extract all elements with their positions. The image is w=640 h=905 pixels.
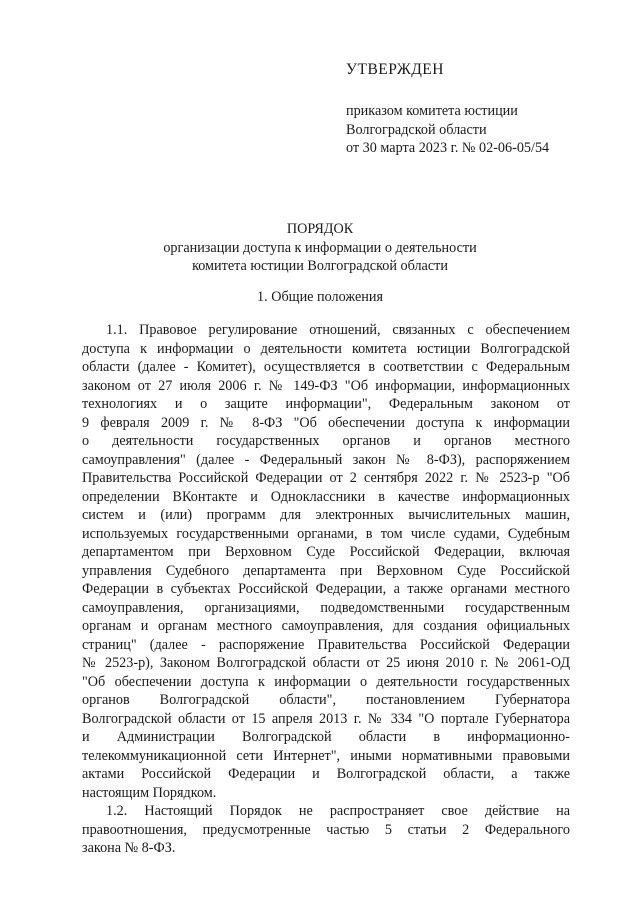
paragraph-line: Волгоградской области от 15 апреля 2013 г. № 334 "О портале Губернатора [82,710,570,727]
document-subtitle-line: комитета юстиции Волгоградской области [192,258,448,274]
paragraph-line: области (далее - Комитет), осуществляется в соответствии с Федеральным [82,359,570,375]
approval-title: УТВЕРЖДЕН [346,61,444,78]
paragraph-line: законом от 27 июля 2006 г. № 149-ФЗ "Об информации, информационных [82,377,570,394]
paragraph-line: Правительства Российской Федерации от 2 сентября 2022 г. № 2523-р "Об [82,470,570,486]
document-subtitle-line: организации доступа к информации о деятельности [163,239,477,256]
approval-line: приказом комитета юстиции [346,103,518,119]
paragraph-line: 1.2. Настоящий Порядок не распространяет свое действие на [106,803,570,819]
paragraph-line: 9 февраля 2009 г. № 8-ФЗ "Об обеспечении доступа к информации [82,414,570,431]
paragraph-line: правоотношения, предусмотренные частью 5 статьи 2 Федерального [82,821,570,838]
paragraph-line: департаментом при Верховном Суде Российской Федерации, включая [82,544,570,560]
approval-stamp [346,60,616,158]
paragraph-line: органам и органам местного самоуправления, для создания официальных [82,618,570,634]
paragraph-line: технологиях и о защите информации", Федеральным законом от [82,396,570,412]
paragraph-line: самоуправления, организациями, подведомственными государственным [82,599,570,616]
paragraph-line: 1.1. Правовое регулирование отношений, связанных с обеспечением [106,322,570,338]
document-body [82,321,570,858]
paragraph-line: телекоммуникационной сети Интернет", иными нормативными правовыми [82,747,570,764]
approval-line: от 30 марта 2023 г. № 02-06-05/54 [346,140,550,156]
paragraph-line: "Об обеспечении доступа к информации о деятельности государственных [82,673,570,690]
approval-line: Волгоградской области [346,121,487,138]
document-heading [0,220,640,276]
paragraph-line: самоуправления" (далее - Федеральный закон № 8-ФЗ), распоряжением [82,451,570,468]
paragraph-line: страниц" (далее - распоряжение Правительства Российской Федерации [82,636,570,653]
paragraph-line: доступа к информации о деятельности комитета юстиции Волгоградской [82,340,570,357]
paragraph-line: органов Волгоградской области", постановлением Губернатора [82,692,570,708]
paragraph-line: настоящим Порядком. [82,784,217,801]
paragraph-line: актами Российской Федерации и Волгоградской области, а также [82,766,570,782]
paragraph-line: систем и (или) программ для электронных вычислительных машин, [82,507,570,523]
section-title: 1. Общие положения [257,289,383,305]
paragraph-line: определении ВКонтакте и Одноклассники в качестве информационных [82,488,570,505]
paragraph-line: о деятельности государственных органов и органов местного [82,433,570,449]
document-title: ПОРЯДОК [286,221,354,237]
paragraph-line: № 2523-р), Законом Волгоградской области от 25 июня 2010 г. № 2061-ОД [82,655,570,671]
paragraph-line: и Администрации Волгоградской области в информационно- [82,729,570,745]
paragraph-line: используемых государственными органами, в том числе судами, Судебным [82,525,570,542]
paragraph-line: управления Судебного департамента при Верховном Суде Российской [82,562,570,579]
paragraph-line: Федерации в субъектах Российской Федерации, а также органами местного [82,581,570,597]
paragraph-line: закона № 8-ФЗ. [82,840,176,856]
